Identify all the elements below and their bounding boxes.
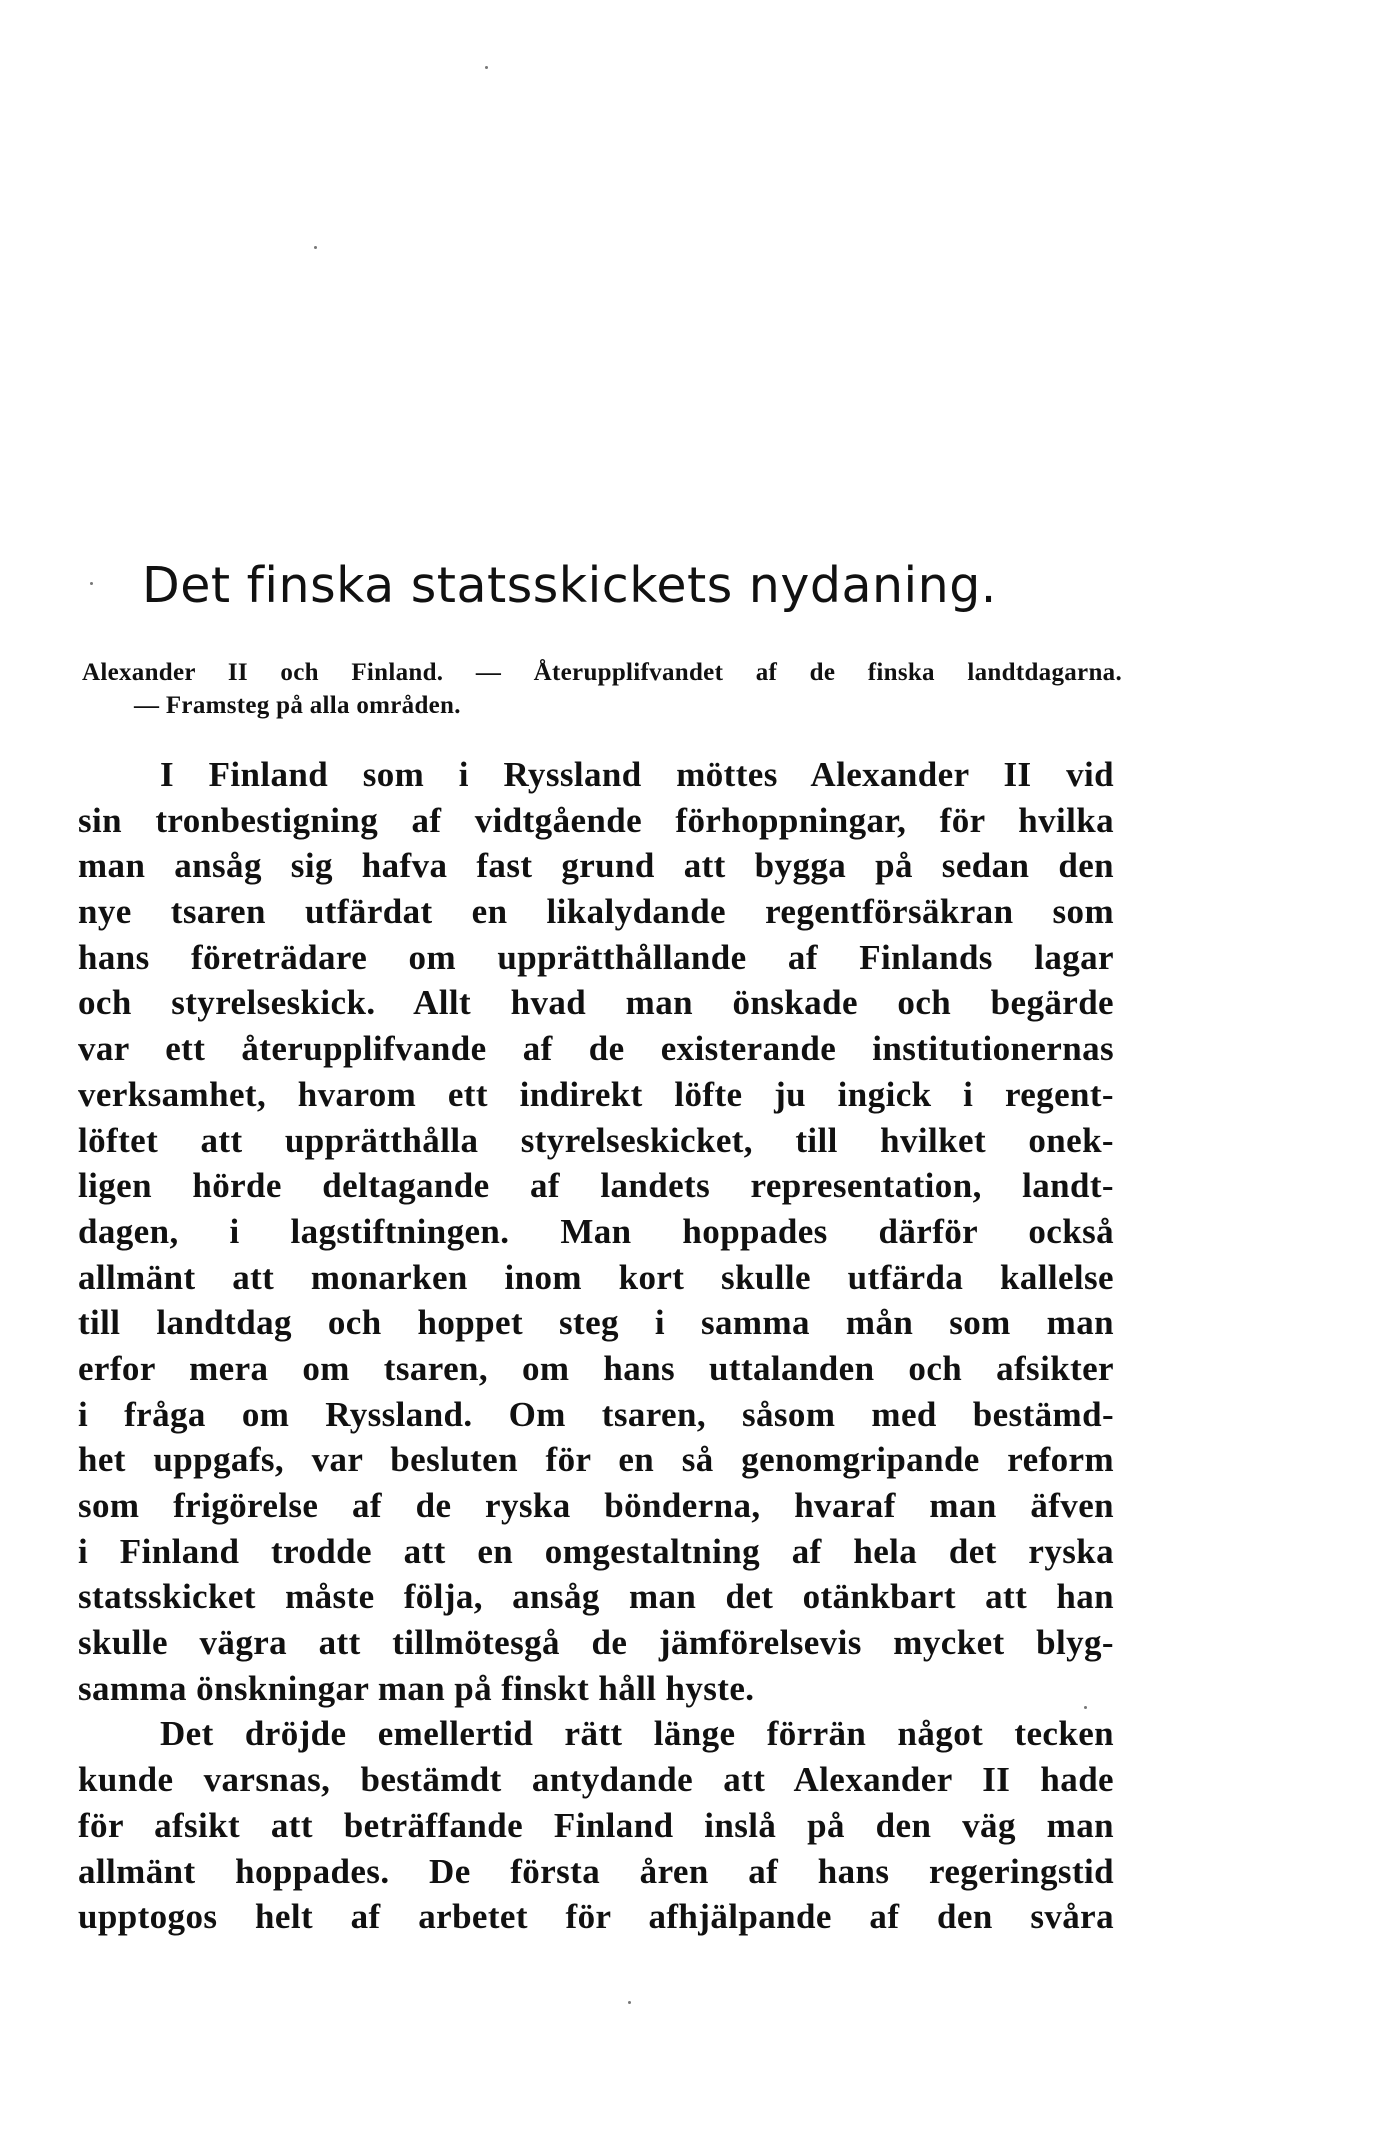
summary-line: Alexander II och Finland. — Återupplifvandet af de finska landtdagarna. <box>82 659 1122 686</box>
text-line: nye tsaren utfärdat en likalydande regentförsäkran som <box>78 892 1114 932</box>
chapter-summary <box>82 656 1122 722</box>
chapter-title: Det finska statsskickets nydaning. <box>142 557 997 614</box>
text-line: och styrelseskick. Allt hvad man önskade och begärde <box>78 983 1114 1023</box>
text-line: upptogos helt af arbetet för afhjälpande af den svåra <box>78 1897 1114 1937</box>
text-line: för afsikt att beträffande Finland inslå på den väg man <box>78 1805 1114 1845</box>
text-line: i fråga om Ryssland. Om tsaren, såsom med bestämd- <box>78 1394 1114 1434</box>
body-text <box>78 752 1114 1940</box>
print-speck <box>628 2001 631 2004</box>
text-line: allmänt hoppades. De första åren af hans regeringstid <box>78 1851 1114 1891</box>
text-line: I Finland som i Ryssland möttes Alexander II vid <box>160 755 1114 794</box>
text-line: i Finland trodde att en omgestaltning af hela det ryska <box>78 1531 1114 1571</box>
text-line: samma önskningar man på finskt håll hyste. <box>78 1668 755 1708</box>
text-line: het uppgafs, var besluten för en så genomgripande reform <box>78 1440 1114 1480</box>
text-line: hans företrädare om upprätthållande af Finlands lagar <box>78 937 1114 977</box>
summary-line: — Framsteg på alla områden. <box>134 692 461 719</box>
text-line: erfor mera om tsaren, om hans uttalanden och afsikter <box>78 1348 1114 1388</box>
paragraph-1 <box>78 752 1114 1711</box>
text-line: skulle vägra att tillmötesgå de jämförelsevis mycket blyg- <box>78 1623 1114 1663</box>
print-speck <box>485 66 488 69</box>
text-line: kunde varsnas, bestämdt antydande att Alexander II hade <box>78 1760 1114 1800</box>
text-line: sin tronbestigning af vidtgående förhoppningar, för hvilka <box>78 800 1114 840</box>
text-line: löftet att upprätthålla styrelseskicket, till hvilket onek- <box>78 1120 1114 1160</box>
text-line: man ansåg sig hafva fast grund att bygga på sedan den <box>78 846 1114 886</box>
text-line: till landtdag och hoppet steg i samma mån som man <box>78 1303 1114 1343</box>
text-line: verksamhet, hvarom ett indirekt löfte ju ingick i regent- <box>78 1074 1114 1114</box>
print-speck <box>90 582 93 585</box>
print-speck <box>314 246 317 249</box>
text-line: allmänt att monarken inom kort skulle utfärda kallelse <box>78 1257 1114 1297</box>
text-line: dagen, i lagstiftningen. Man hoppades därför också <box>78 1211 1114 1251</box>
text-line: ligen hörde deltagande af landets representation, landt- <box>78 1166 1114 1206</box>
text-line: som frigörelse af de ryska bönderna, hvaraf man äfven <box>78 1486 1114 1525</box>
text-line: Det dröjde emellertid rätt länge förrän något tecken <box>160 1714 1114 1754</box>
paragraph-2 <box>78 1711 1114 1939</box>
text-line: statsskicket måste följa, ansåg man det otänkbart att han <box>78 1577 1114 1617</box>
text-line: var ett återupplifvande af de existerande institutionernas <box>78 1029 1114 1069</box>
